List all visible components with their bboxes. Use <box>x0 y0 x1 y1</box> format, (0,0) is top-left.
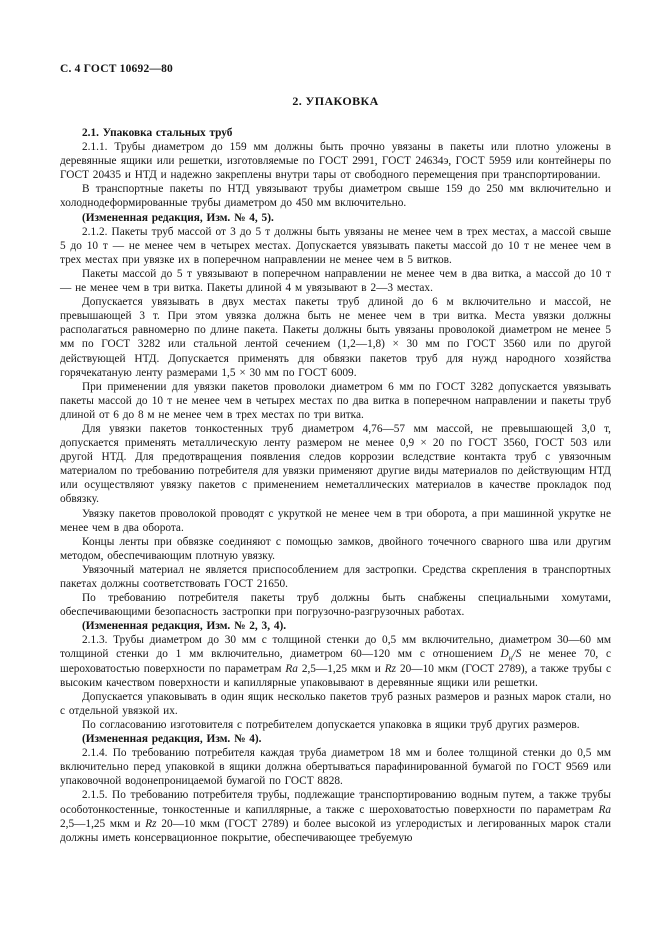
paragraph <box>60 140 611 182</box>
paragraph <box>60 788 611 844</box>
paragraph <box>60 535 611 563</box>
text-run: Увязку пакетов проволокой проводят с укруткой не менее чем в три оборота, а при машинной укрутке не менее чем в два оборота. <box>60 507 611 534</box>
paragraph <box>60 718 611 732</box>
paragraph <box>60 225 611 267</box>
paragraph <box>60 211 611 225</box>
text-run: /S <box>512 648 522 661</box>
paragraph <box>60 633 611 689</box>
paragraph <box>60 507 611 535</box>
text-run: 2.1.2. Пакеты труб массой от 3 до 5 т должны быть увязаны не менее чем в трех местах, а массой свыше 5 до 10 т — не менее чем в четырех местах. Допускается увязывать пакеты массой до 10 т не менее чем в трех местах при увязке их в поперечном направлении не менее чем в 5 витков. <box>60 225 611 266</box>
paragraph <box>60 380 611 422</box>
document-body <box>60 126 611 845</box>
text-run: При применении для увязки пакетов проволоки диаметром 6 мм по ГОСТ 3282 допускается увязывать пакеты массой до 10 т не менее чем в четырех местах по два витка в поперечном направлении и пакеты труб длиной от 6 до 8 м не менее чем в трех местах по три витка. <box>60 380 611 421</box>
page-header: С. 4 ГОСТ 10692—80 <box>60 63 173 75</box>
text-run: 20—10 мкм (ГОСТ 2789) и более высокой из углеродистых и легированных марок стали должны иметь консервационное покрытие, обеспечивающее требуемую <box>60 817 611 844</box>
paragraph <box>60 746 611 788</box>
paragraph <box>60 591 611 619</box>
text-run: 2.1. Упаковка стальных труб <box>82 127 233 139</box>
text-run: Пакеты массой до 5 т увязывают в поперечном направлении не менее чем в два витка, а массой до 10 т — не менее чем в три витка. Пакеты длиной 4 м увязывают в 2—3 местах. <box>60 267 611 295</box>
paragraph <box>60 267 611 295</box>
text-run: 20—10 мкм (ГОСТ 2789), а также трубы с высоким качеством поверхности и капиллярные упаковывают в деревянные ящики или решетки. <box>60 662 611 689</box>
paragraph <box>60 126 611 140</box>
paragraph <box>60 422 611 507</box>
text-run: По согласованию изготовителя с потребителем допускается упаковка в ящики труб других размеров. <box>82 718 580 731</box>
text-run: Ra <box>285 662 298 675</box>
text-run: По требованию потребителя пакеты труб должны быть снабжены специальными хомутами, обеспечивающими безопасность застропки при погрузочно-разгрузочных работах. <box>60 592 611 619</box>
section-heading: 2. УПАКОВКА <box>292 94 379 108</box>
text-run: Для увязки пакетов тонкостенных труб диаметром 4,76—57 мм массой, не превышающей 3,0 т, допускается применять металлическую ленту размером не менее 0,9 × 20 по ГОСТ 3560, ГОСТ 503 или другой НТД. Для предотвращения появления следов коррозии вследствие контакта труб с увязочным материалом по требованию потребителя для увязки применяют другие виды материалов по действующим НТД или осуществляют увязку пакетов с применением неметаллических материалов в качестве прокладок под обвязку. <box>60 422 611 506</box>
paragraph <box>60 690 611 718</box>
text-run: 2.1.1. Трубы диаметром до 159 мм должны быть прочно увязаны в пакеты или плотно уложены в деревянные ящики или решетки, изготовляемые по ГОСТ 2991, ГОСТ 24634э, ГОСТ 5959 или контейнеры по ГОСТ 20435 и НТД и надежно закреплены внутри тары от свободного перемещения при транспортировании. <box>60 141 611 182</box>
text-run: Rz <box>145 817 157 830</box>
text-run: не менее 70, с шероховатостью поверхности по параметрам <box>60 648 611 675</box>
text-run: Допускается упаковывать в один ящик несколько пакетов труб разных размеров и разных марок стали, но с отдельной увязкой их. <box>60 690 611 717</box>
paragraph <box>60 619 611 633</box>
text-run: 2,5—1,25 мкм и <box>60 817 146 830</box>
paragraph <box>60 182 611 210</box>
text-run: 2.1.5. По требованию потребителя трубы, подлежащие транспортированию водным путем, а также трубы особотонкостенные, тонкостенные и капиллярные, а также с шероховатостью поверхности по параметрам <box>60 789 611 816</box>
paragraph <box>60 732 611 746</box>
text-run: Допускается увязывать в двух местах пакеты труб длиной до 6 м включительно и массой, не превышающей 3 т. При этом увязка должна быть не менее чем в три витка. Места увязки должны располагаться равномерно по длине пакета. Пакеты должны быть увязаны проволокой диаметром не менее 5 мм по ГОСТ 3282 или стальной лентой сечением (1,2—1,8) × 30 мм по ГОСТ 3560 или по другой действующей НТД. Допускается применять для обвязки пакетов труб для нужд народного хозяйства горячекатаную ленту размерами 1,5 × 30 мм по ГОСТ 6009. <box>60 296 611 379</box>
text-run: Концы ленты при обвязке соединяют с помощью замков, двойного точечного сварного шва или другим методом, обеспечивающим плотную увязку. <box>60 535 611 562</box>
text-run: 2.1.3. Трубы диаметром до 30 мм с толщиной стенки до 0,5 мм включительно, диаметром 30—60 мм толщиной стенки до 1 мм включительно, диаметром 60—120 мм с отношением <box>60 634 611 661</box>
text-run: Rz <box>384 662 397 675</box>
text-run: н <box>508 653 513 663</box>
text-run: (Измененная редакция, Изм. № 4). <box>82 733 262 746</box>
text-run: (Измененная редакция, Изм. № 4, 5). <box>82 211 274 224</box>
text-run: В транспортные пакеты по НТД увязывают трубы диаметром свыше 159 до 250 мм включительно и холоднодеформированные трубы диаметром до 450 мм включительно. <box>60 183 611 210</box>
text-run: D <box>500 648 509 661</box>
paragraph <box>60 295 611 380</box>
text-run: 2.1.4. По требованию потребителя каждая труба диаметром 18 мм и более толщиной стенки до 0,5 мм включительно перед упаковкой в ящики должна обертываться парафинированной бумагой по ГОСТ 9569 или упаковочной водонепроницаемой бумагой по ГОСТ 8828. <box>60 747 611 788</box>
text-run: Ra <box>598 803 611 816</box>
paragraph <box>60 563 611 591</box>
text-run: Увязочный материал не является приспособлением для застропки. Средства скрепления в транспортных пакетах должны соответствовать ГОСТ 21650. <box>60 563 611 590</box>
text-run: (Измененная редакция, Изм. № 2, 3, 4). <box>82 620 287 633</box>
text-run: 2,5—1,25 мкм и <box>297 662 385 675</box>
